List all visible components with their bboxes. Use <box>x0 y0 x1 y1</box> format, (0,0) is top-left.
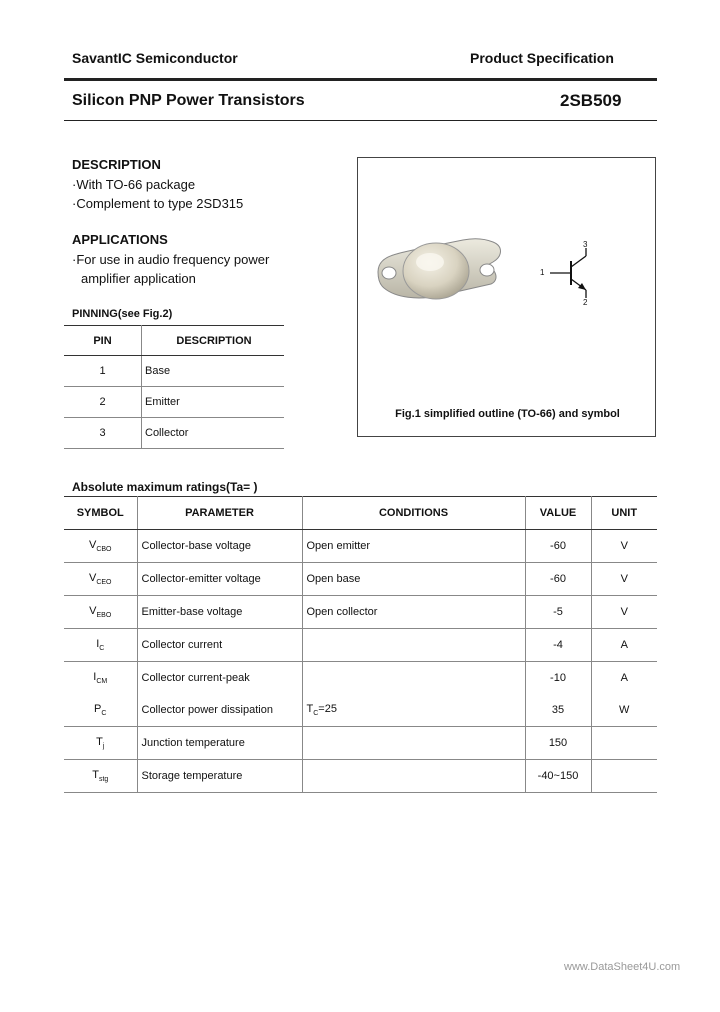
symbol-cell: $P_C$ <box>64 694 137 727</box>
table-row <box>64 727 657 760</box>
value-cell: -40~150 <box>525 760 591 793</box>
table-row <box>64 387 284 418</box>
unit-cell: V <box>591 563 657 596</box>
pin-label-2: 2 <box>583 298 588 307</box>
conditions-col-header: CONDITIONS <box>302 497 525 530</box>
unit-cell: W <box>591 694 657 727</box>
pinning-heading: PINNING(see Fig.2) <box>72 308 173 320</box>
unit-cell: V <box>591 596 657 629</box>
unit-cell <box>591 760 657 793</box>
ratings-table <box>64 496 657 793</box>
applications-item: ·For use in audio frequency power <box>72 252 270 267</box>
part-number: 2SB509 <box>560 91 622 110</box>
footer-watermark: www.DataSheet4U.com <box>564 961 681 973</box>
parameter-cell: Storage temperature <box>137 760 302 793</box>
pinning-table <box>64 325 284 449</box>
parameter-col-header: PARAMETER <box>137 497 302 530</box>
table-row <box>64 760 657 793</box>
symbol-cell: $V_{EBO}$ <box>64 596 137 629</box>
description-heading: DESCRIPTION <box>72 157 161 172</box>
description-item: ·With TO-66 package <box>72 177 196 192</box>
symbol-col-header: SYMBOL <box>64 497 137 530</box>
conditions-cell: Open emitter <box>302 530 525 563</box>
pin-description: Base <box>142 356 285 387</box>
parameter-cell: Collector-emitter voltage <box>137 563 302 596</box>
symbol-cell: $T_j$ <box>64 727 137 760</box>
applications-item-cont: amplifier application <box>81 271 196 286</box>
unit-col-header: UNIT <box>591 497 657 530</box>
pnp-transistor-symbol-icon <box>358 158 657 398</box>
unit-cell: V <box>591 530 657 563</box>
value-cell: -60 <box>525 530 591 563</box>
symbol-cell: $V_{CEO}$ <box>64 563 137 596</box>
conditions-cell: Open collector <box>302 596 525 629</box>
table-row <box>64 418 284 449</box>
pin-description: Collector <box>142 418 285 449</box>
parameter-cell: Emitter-base voltage <box>137 596 302 629</box>
pin-number: 3 <box>64 418 142 449</box>
table-row <box>64 596 657 629</box>
ratings-title: Absolute maximum ratings(Ta= ) <box>72 480 258 494</box>
value-cell: -4 <box>525 629 591 662</box>
table-row <box>64 694 657 727</box>
description-col-header: DESCRIPTION <box>142 326 285 356</box>
parameter-cell: Collector-base voltage <box>137 530 302 563</box>
value-cell: 35 <box>525 694 591 727</box>
symbol-cell: $T_{stg}$ <box>64 760 137 793</box>
pin-col-header: PIN <box>64 326 142 356</box>
unit-cell: A <box>591 629 657 662</box>
pin-number: 2 <box>64 387 142 418</box>
parameter-cell: Collector power dissipation <box>137 694 302 727</box>
value-cell: -5 <box>525 596 591 629</box>
conditions-cell <box>302 662 525 695</box>
pin-number: 1 <box>64 356 142 387</box>
pinning-header-row <box>64 326 284 356</box>
conditions-cell: $T_C=25$ <box>302 694 525 727</box>
symbol-cell: $I_C$ <box>64 629 137 662</box>
unit-cell: A <box>620 672 628 684</box>
spec-label: Product Specification <box>470 50 614 66</box>
value-cell: -10 <box>525 662 591 695</box>
conditions-cell <box>302 629 525 662</box>
table-row <box>64 629 657 662</box>
description-item: ·Complement to type 2SD315 <box>72 196 244 211</box>
parameter-cell: Collector current <box>137 629 302 662</box>
value-cell: -60 <box>525 563 591 596</box>
conditions-cell <box>302 760 525 793</box>
header-rule <box>64 78 657 81</box>
conditions-cell: Open base <box>302 563 525 596</box>
parameter-cell: Junction temperature <box>137 727 302 760</box>
figure-caption: Fig.1 simplified outline (TO-66) and symbol <box>395 408 620 420</box>
pin-label-1: 1 <box>540 268 545 277</box>
unit-cell <box>591 727 657 760</box>
table-row <box>64 563 657 596</box>
product-title: Silicon PNP Power Transistors <box>72 92 305 109</box>
symbol-cell: $I_{CM}$ <box>64 662 137 695</box>
applications-heading: APPLICATIONS <box>72 232 168 247</box>
pin-label-3: 3 <box>583 240 588 249</box>
parameter-cell: Collector current-peak <box>137 662 302 695</box>
company-name: SavantIC Semiconductor <box>72 50 238 66</box>
pin-description: Emitter <box>142 387 285 418</box>
table-row <box>64 356 284 387</box>
symbol-cell: $V_{CBO}$ <box>64 530 137 563</box>
ratings-header-row <box>64 497 657 530</box>
value-col-header: VALUE <box>525 497 591 530</box>
title-rule <box>64 120 657 121</box>
conditions-cell <box>302 727 525 760</box>
figure-box <box>357 157 656 437</box>
table-row <box>64 530 657 563</box>
table-row <box>64 662 657 695</box>
value-cell: 150 <box>525 727 591 760</box>
